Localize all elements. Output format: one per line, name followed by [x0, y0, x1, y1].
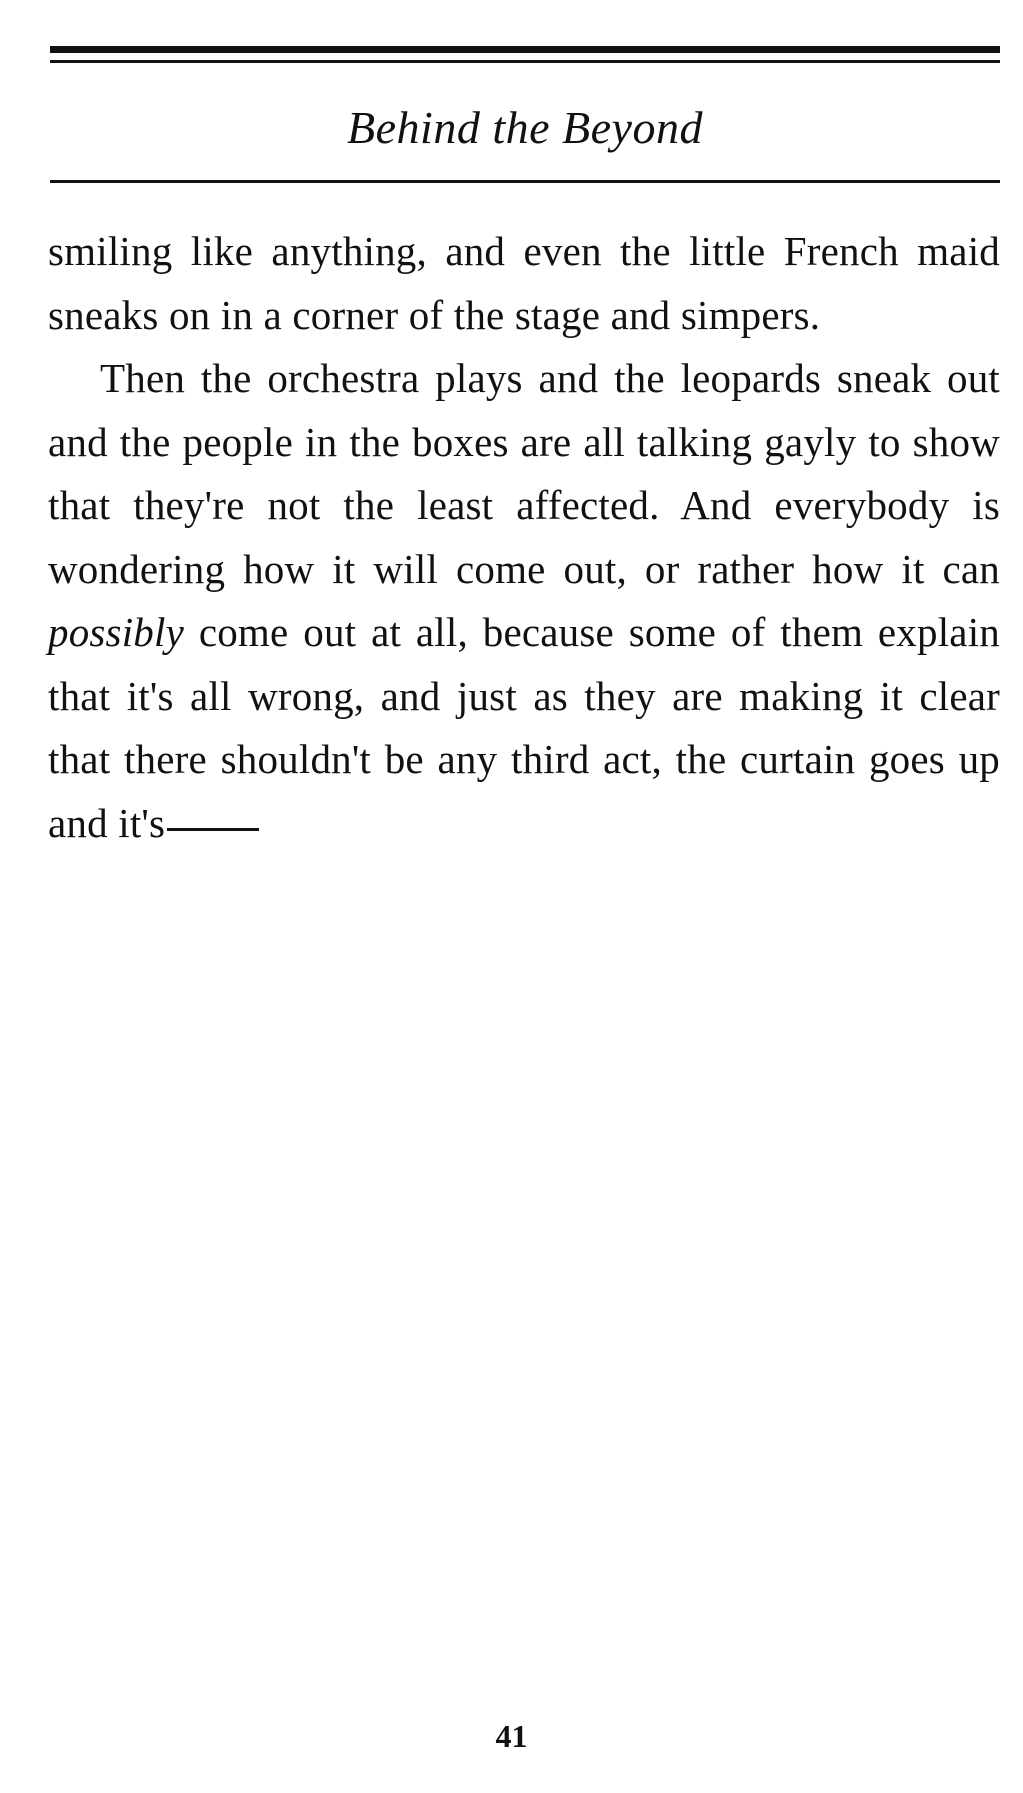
- body-text: [48, 220, 1000, 855]
- header-rule-thin: [50, 60, 1000, 63]
- header-rule-thick: [50, 46, 1000, 53]
- header-rule-bottom: [50, 180, 1000, 183]
- emphasis-text: possibly: [48, 609, 184, 655]
- paragraph-1-text: smiling like anything, and even the little French maid sneaks on in a corner of the stage and simpers.: [48, 228, 1000, 338]
- paragraph: [48, 347, 1000, 855]
- page-number: 41: [495, 1718, 528, 1754]
- paragraph-continued: [48, 220, 1000, 347]
- paragraph-2-text-a: Then the orchestra plays and the leopards sneak out and the people in the boxes are all talking gayly to show that they're not the least affected. And everybody is wondering how it will come out, or rather how it can: [48, 355, 1000, 592]
- paragraph-2-text-b: come out at all, because some of them explain that it's all wrong, and just as they are making it clear that there shouldn't be any third act, the curtain goes up and it's: [48, 609, 1000, 846]
- em-dash-rule: [167, 828, 259, 831]
- running-head-title: Behind the Beyond: [347, 102, 703, 153]
